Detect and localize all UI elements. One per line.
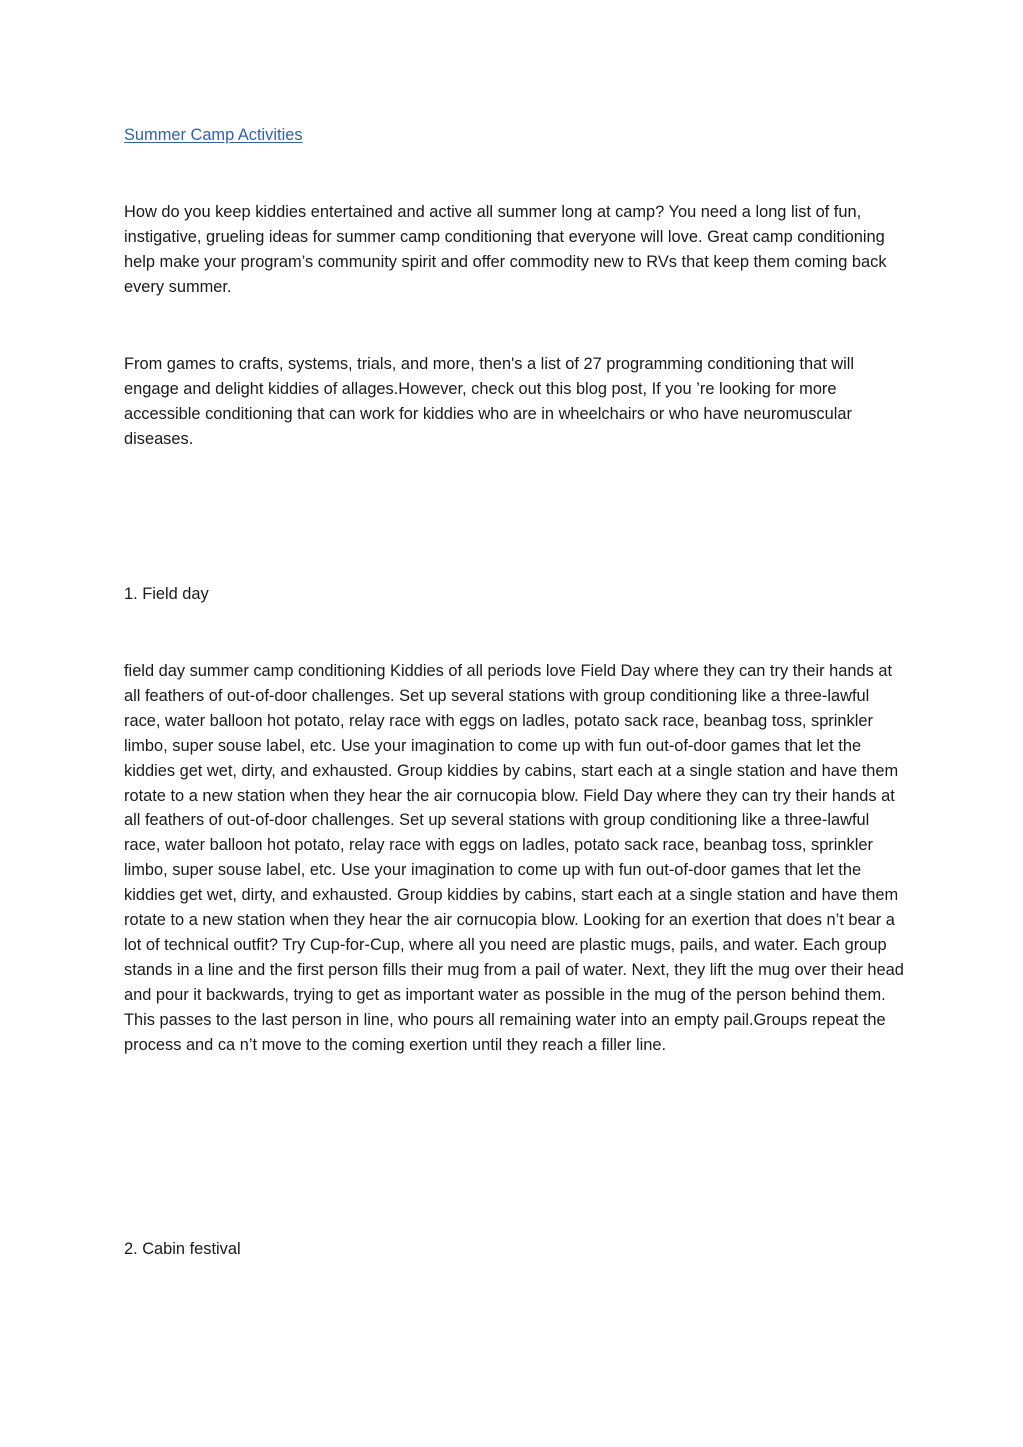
section-heading-cabin-festival: 2. Cabin festival [124, 1240, 241, 1258]
field-day-paragraph: field day summer camp conditioning Kiddies of all periods love Field Day where they can try their hands at all feathers of out-of-door challenges. Set up several stations with group conditioning like a three-lawful race, water balloon hot potato, relay race with eggs on ladles, potato sack race, beanbag toss, sprinkler limbo, super souse label, etc. Use your imagination to come up with fun out-of-door games that let the kiddies get wet, dirty, and exhausted. Group kiddies by cabins, start each at a single station and have them rotate to a new station when they hear the air cornucopia blow. Field Day where they can try their hands at all feathers of out-of-door challenges. Set up several stations with group conditioning like a three-lawful race, water balloon hot potato, relay race with eggs on ladles, potato sack race, beanbag toss, sprinkler limbo, super souse label, etc. Use your imagination to come up with fun out-of-door games that let the kiddies get wet, dirty, and exhausted. Group kiddies by cabins, start each at a single station and have them rotate to a new station when they hear the air cornucopia blow. Looking for an exertion that does n’t bear a lot of technical outfit? Try Cup-for-Cup, where all you need are plastic mugs, pails, and water. Each group stands in a line and the first person fills their mug from a pail of water. Next, they lift the mug over their head and pour it backwards, trying to get as important water as possible in the mug of the person behind them. This passes to the last person in line, who pours all remaining water into an empty pail.Groups repeat the process and ca n’t move to the coming exertion until they reach a filler line. [124, 662, 904, 1054]
section-heading-field-day: 1. Field day [124, 585, 209, 603]
intro-paragraph-1: How do you keep kiddies entertained and active all summer long at camp? You need a long list of fun, instigative, grueling ideas for summer camp conditioning that everyone will love. Great camp conditioning help make your program’s community spirit and offer commodity new to RVs that keep them coming back every summer. [124, 203, 887, 296]
title-link[interactable]: Summer Camp Activities [124, 126, 303, 144]
intro-paragraph-2: From games to crafts, systems, trials, and more, then's a list of 27 programming conditioning that will engage and delight kiddies of allages.However, check out this blog post, If you ’re looking for more accessible conditioning that can work for kiddies who are in wheelchairs or who have neuromuscular diseases. [124, 355, 855, 448]
